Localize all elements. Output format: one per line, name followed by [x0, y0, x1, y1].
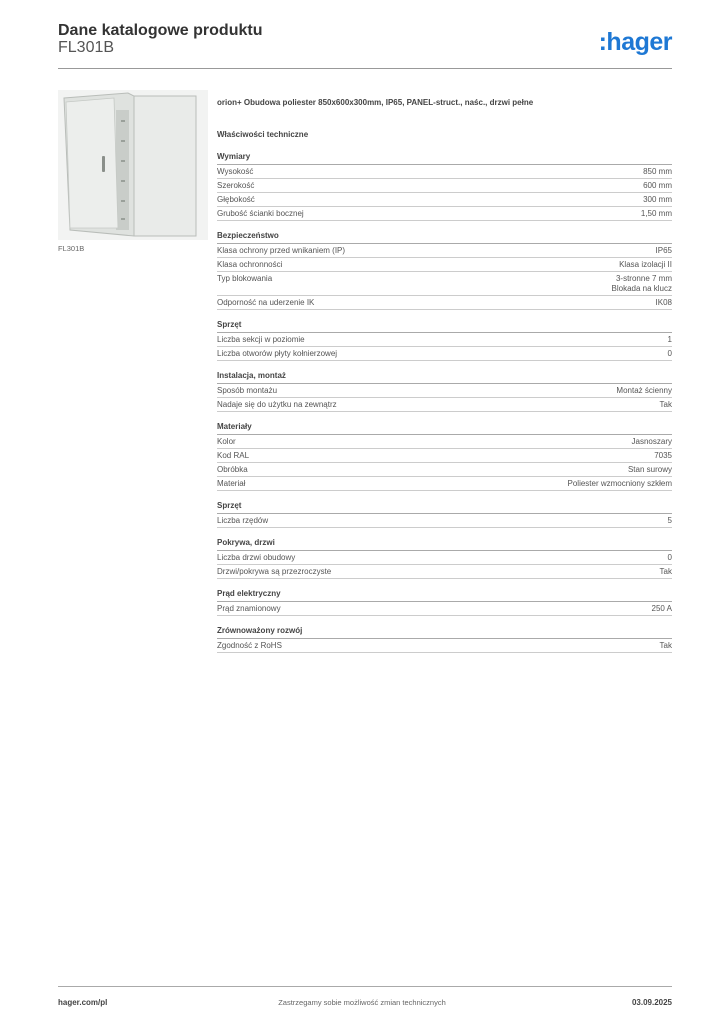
- spec-value: 0: [667, 553, 672, 562]
- section-title: Wymiary: [217, 150, 672, 165]
- spec-value: Tak: [659, 400, 672, 409]
- spec-row: [217, 258, 672, 272]
- spec-label: Nadaje się do użytku na zewnątrz: [217, 400, 337, 409]
- spec-section: [217, 369, 672, 412]
- spec-label: Szerokość: [217, 181, 255, 190]
- spec-value: Tak: [659, 641, 672, 650]
- spec-label: Klasa ochronności: [217, 260, 283, 269]
- spec-label: Głębokość: [217, 195, 255, 204]
- section-title: Prąd elektryczny: [217, 587, 672, 602]
- spec-row: [217, 477, 672, 491]
- spec-row: [217, 435, 672, 449]
- spec-section: [217, 587, 672, 616]
- spec-row: [217, 602, 672, 616]
- spec-value: 1,50 mm: [640, 209, 672, 218]
- spec-row: [217, 333, 672, 347]
- spec-value: 600 mm: [643, 181, 672, 190]
- spec-label: Obróbka: [217, 465, 248, 474]
- spec-value: 250 A: [651, 604, 672, 613]
- spec-section: [217, 536, 672, 579]
- spec-label: Kolor: [217, 437, 236, 446]
- spec-row: [217, 463, 672, 477]
- spec-value: IP65: [655, 246, 672, 255]
- spec-section: [217, 624, 672, 653]
- spec-row: [217, 165, 672, 179]
- spec-row: [217, 514, 672, 528]
- spec-section: [217, 499, 672, 528]
- spec-label: Sposób montażu: [217, 386, 278, 395]
- spec-value: 5: [667, 516, 672, 525]
- spec-value: 7035: [654, 451, 672, 460]
- footer-date: 03.09.2025: [631, 998, 672, 1007]
- spec-label: Grubość ścianki bocznej: [217, 209, 304, 218]
- spec-value: 3-stronne 7 mm Blokada na klucz: [611, 274, 672, 293]
- spec-row: [217, 449, 672, 463]
- spec-label: Zgodność z RoHS: [217, 641, 282, 650]
- spec-label: Drzwi/pokrywa są przezroczyste: [217, 567, 332, 576]
- spec-value: 850 mm: [643, 167, 672, 176]
- spec-section: [217, 229, 672, 310]
- spec-row: [217, 296, 672, 310]
- header-divider: [58, 68, 672, 69]
- spec-section: [217, 318, 672, 361]
- footer-disclaimer: Zastrzegamy sobie możliwość zmian technicznych: [278, 998, 446, 1007]
- footer-divider: [58, 986, 672, 987]
- spec-value: Jasnoszary: [631, 437, 672, 446]
- spec-value: Tak: [659, 567, 672, 576]
- spec-label: Prąd znamionowy: [217, 604, 281, 613]
- spec-value: IK08: [655, 298, 672, 307]
- footer-website[interactable]: hager.com/pl: [58, 998, 108, 1007]
- section-title: Sprzęt: [217, 318, 672, 333]
- spec-value: 0: [667, 349, 672, 358]
- spec-content: [217, 96, 672, 653]
- spec-row: [217, 244, 672, 258]
- spec-row: [217, 639, 672, 653]
- page-title: Dane katalogowe produktu: [58, 22, 263, 39]
- spec-row: [217, 272, 672, 296]
- spec-label: Liczba sekcji w poziomie: [217, 335, 305, 344]
- spec-label: Liczba otworów płyty kołnierzowej: [217, 349, 338, 358]
- spec-row: [217, 347, 672, 361]
- spec-label: Klasa ochrony przed wnikaniem (IP): [217, 246, 346, 255]
- product-description: orion+ Obudowa poliester 850x600x300mm, IP65, PANEL-struct., naśc., drzwi pełne: [217, 98, 534, 107]
- spec-row: [217, 179, 672, 193]
- section-title: Bezpieczeństwo: [217, 229, 672, 244]
- spec-row: [217, 551, 672, 565]
- spec-label: Kod RAL: [217, 451, 250, 460]
- spec-section: [217, 420, 672, 491]
- spec-row: [217, 207, 672, 221]
- image-caption: FL301B: [58, 244, 85, 253]
- spec-value: Klasa izolacji II: [619, 260, 672, 269]
- spec-label: Materiał: [217, 479, 246, 488]
- spec-value: 300 mm: [643, 195, 672, 204]
- section-title: Pokrywa, drzwi: [217, 536, 672, 551]
- tech-heading: Właściwości techniczne: [217, 130, 309, 139]
- spec-label: Typ blokowania: [217, 274, 273, 283]
- spec-label: Odporność na uderzenie IK: [217, 298, 315, 307]
- section-title: Instalacja, montaż: [217, 369, 672, 384]
- product-code: FL301B: [58, 39, 115, 56]
- spec-section: [217, 150, 672, 221]
- section-title: Zrównoważony rozwój: [217, 624, 672, 639]
- spec-row: [217, 398, 672, 412]
- hager-logo: :hager: [598, 28, 672, 56]
- product-image: [58, 90, 208, 240]
- spec-label: Liczba rzędów: [217, 516, 269, 525]
- spec-sections: [217, 150, 672, 653]
- spec-label: Liczba drzwi obudowy: [217, 553, 296, 562]
- enclosure-illustration: [58, 90, 208, 240]
- section-title: Sprzęt: [217, 499, 672, 514]
- spec-value: 1: [667, 335, 672, 344]
- spec-value: Montaż ścienny: [616, 386, 672, 395]
- spec-row: [217, 193, 672, 207]
- spec-row: [217, 565, 672, 579]
- spec-row: [217, 384, 672, 398]
- spec-label: Wysokość: [217, 167, 254, 176]
- spec-value: Stan surowy: [627, 465, 672, 474]
- section-title: Materiały: [217, 420, 672, 435]
- spec-value: Poliester wzmocniony szkłem: [567, 479, 672, 488]
